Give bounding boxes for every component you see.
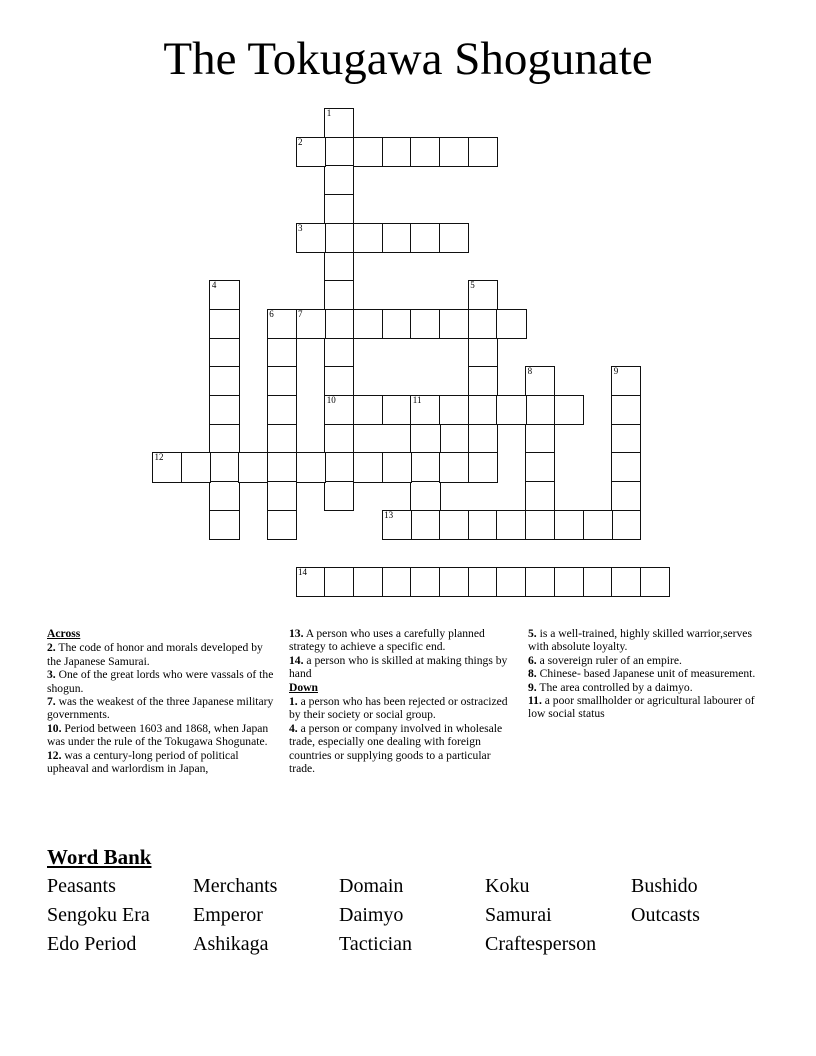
clue-item — [47, 641, 279, 668]
clue-item — [289, 722, 519, 776]
clue-item — [47, 668, 279, 695]
grid-cell[interactable] — [267, 366, 297, 396]
grid-cell[interactable] — [382, 309, 412, 339]
grid-cell[interactable] — [410, 567, 440, 597]
grid-cell[interactable] — [410, 137, 440, 167]
across-header: Across — [47, 627, 81, 640]
down-header: Down — [289, 680, 318, 694]
grid-cell[interactable] — [267, 481, 297, 511]
grid-cell[interactable] — [324, 395, 354, 425]
grid-cell[interactable] — [267, 395, 297, 425]
grid-cell[interactable] — [267, 338, 297, 368]
grid-cell[interactable] — [525, 481, 555, 511]
clue-text: a person or company involved in wholesale trade, especially one dealing with foreign countries or supplying goods to a particular trade. — [289, 721, 503, 776]
grid-cell[interactable] — [496, 567, 526, 597]
cell-number: 9 — [613, 366, 619, 377]
grid-cell[interactable] — [353, 223, 383, 253]
grid-cell[interactable] — [583, 567, 613, 597]
clue-text: a person who has been rejected or ostracized by their society or social group. — [289, 695, 508, 722]
grid-cell[interactable] — [611, 424, 641, 454]
grid-cell[interactable] — [439, 223, 469, 253]
word-bank-entry: Edo Period — [47, 933, 137, 955]
grid-cell[interactable] — [525, 567, 555, 597]
clue-text: is a well-trained, highly skilled warrior,serves with absolute loyalty. — [528, 627, 752, 654]
clue-text: was a century-long period of political upheaval and warlordism in Japan, — [47, 748, 239, 776]
grid-cell[interactable] — [296, 137, 326, 167]
grid-cell[interactable] — [382, 137, 412, 167]
grid-cell[interactable] — [324, 194, 354, 224]
grid-cell[interactable] — [296, 567, 326, 597]
grid-cell[interactable] — [296, 223, 326, 253]
grid-cell[interactable] — [209, 366, 239, 396]
grid-cell[interactable] — [554, 395, 584, 425]
grid-cell[interactable] — [296, 452, 326, 482]
grid-cell[interactable] — [324, 137, 354, 167]
clue-text: a person who is skilled at making things by hand — [289, 653, 508, 681]
word-bank-entry: Koku — [485, 875, 530, 897]
grid-cell[interactable] — [468, 338, 498, 368]
clue-item — [528, 667, 768, 680]
clue-item — [528, 627, 768, 654]
clue-text: was the weakest of the three Japanese military governments. — [47, 695, 274, 722]
grid-cell[interactable] — [410, 452, 440, 482]
clue-number: 8. — [528, 667, 537, 681]
word-bank — [47, 872, 777, 959]
word-bank-entry: Peasants — [47, 875, 116, 897]
clue-text: A person who uses a carefully planned strategy to achieve a specific end. — [289, 627, 485, 654]
grid-cell[interactable] — [267, 424, 297, 454]
clue-number: 3. — [47, 668, 56, 682]
clue-item — [289, 654, 519, 681]
grid-cell[interactable] — [209, 481, 239, 511]
clue-number: 1. — [289, 695, 298, 709]
grid-cell[interactable] — [324, 366, 354, 396]
grid-cell[interactable] — [382, 395, 412, 425]
grid-cell[interactable] — [410, 481, 440, 511]
grid-cell[interactable] — [611, 395, 641, 425]
clue-text: The code of honor and morals developed by the Japanese Samurai. — [47, 641, 263, 668]
grid-cell[interactable] — [468, 567, 498, 597]
grid-cell[interactable] — [324, 567, 354, 597]
grid-cell[interactable] — [554, 567, 584, 597]
grid-cell[interactable] — [382, 452, 412, 482]
clues-column-left — [47, 627, 279, 775]
clue-number: 11. — [528, 694, 542, 708]
grid-cell[interactable] — [324, 108, 354, 138]
grid-cell[interactable] — [554, 510, 584, 540]
word-bank-title: Word Bank — [47, 845, 152, 869]
grid-cell[interactable] — [525, 395, 555, 425]
grid-cell[interactable] — [611, 481, 641, 511]
grid-cell[interactable] — [468, 395, 498, 425]
cell-number: 3 — [298, 222, 303, 233]
grid-cell[interactable] — [468, 137, 498, 167]
cell-number: 8 — [527, 366, 533, 377]
clue-item — [528, 694, 768, 721]
clues-column-right — [528, 627, 768, 721]
grid-cell[interactable] — [353, 309, 383, 339]
grid-cell[interactable] — [439, 452, 469, 482]
grid-cell[interactable] — [439, 137, 469, 167]
grid-cell[interactable] — [525, 366, 555, 396]
word-bank-entry: Ashikaga — [193, 933, 269, 955]
grid-cell[interactable] — [410, 309, 440, 339]
clue-text: Chinese- based Japanese unit of measurement. — [536, 667, 756, 681]
word-bank-row — [47, 901, 777, 930]
grid-cell[interactable] — [410, 223, 440, 253]
clue-item — [47, 749, 279, 776]
word-bank-entry: Samurai — [485, 904, 552, 926]
grid-cell[interactable] — [267, 452, 297, 482]
grid-cell[interactable] — [324, 280, 354, 310]
grid-cell[interactable] — [439, 395, 469, 425]
grid-cell[interactable] — [324, 452, 354, 482]
grid-cell[interactable] — [611, 452, 641, 482]
grid-cell[interactable] — [468, 424, 498, 454]
grid-cell[interactable] — [296, 309, 326, 339]
grid-cell[interactable] — [209, 510, 239, 540]
word-bank-entry: Daimyo — [339, 904, 404, 926]
cell-number: 6 — [269, 308, 274, 319]
page-title: The Tokugawa Shogunate — [163, 33, 653, 85]
clue-number: 5. — [528, 627, 537, 640]
grid-cell[interactable] — [410, 424, 440, 454]
word-bank-entry: Sengoku Era — [47, 904, 150, 926]
grid-cell[interactable] — [324, 424, 354, 454]
cell-number: 5 — [470, 280, 475, 291]
grid-cell[interactable] — [525, 452, 555, 482]
clue-text: One of the great lords who were vassals of the shogun. — [47, 668, 274, 695]
clue-item — [47, 722, 279, 749]
grid-cell[interactable] — [496, 395, 526, 425]
grid-cell[interactable] — [353, 137, 383, 167]
grid-cell[interactable] — [468, 510, 498, 540]
clue-text: a sovereign ruler of an empire. — [536, 653, 682, 667]
clue-number: 10. — [47, 721, 62, 735]
grid-cell[interactable] — [324, 223, 354, 253]
grid-cell[interactable] — [209, 452, 239, 482]
clue-number: 2. — [47, 641, 56, 655]
cell-number: 10 — [326, 395, 336, 405]
grid-cell[interactable] — [640, 567, 670, 597]
grid-cell[interactable] — [468, 452, 498, 482]
grid-cell[interactable] — [209, 309, 239, 339]
grid-cell[interactable] — [583, 510, 613, 540]
grid-cell[interactable] — [439, 567, 469, 597]
cell-number: 13 — [384, 509, 394, 520]
grid-cell[interactable] — [209, 424, 239, 454]
grid-cell[interactable] — [209, 338, 239, 368]
grid-cell[interactable] — [496, 309, 526, 339]
grid-cell[interactable] — [324, 338, 354, 368]
word-bank-entry: Emperor — [193, 904, 263, 926]
grid-cell[interactable] — [410, 395, 440, 425]
word-bank-entry: Merchants — [193, 875, 278, 897]
grid-cell[interactable] — [410, 510, 440, 540]
cell-number: 7 — [298, 308, 303, 319]
word-bank-entry: Bushido — [631, 875, 698, 897]
word-bank-spacer — [631, 930, 777, 959]
cell-number: 2 — [298, 136, 303, 147]
grid-cell[interactable] — [152, 452, 182, 482]
grid-cell[interactable] — [209, 280, 239, 310]
clue-text: Period between 1603 and 1868, when Japan was under the rule of the Tokugawa Shogunate. — [47, 721, 269, 749]
clue-item — [528, 681, 768, 694]
clue-number: 14. — [289, 653, 304, 667]
cell-number: 1 — [326, 108, 332, 118]
word-bank-entry: Domain — [339, 875, 404, 897]
grid-cell[interactable] — [267, 309, 297, 339]
clue-number: 7. — [47, 695, 56, 709]
clue-number: 9. — [528, 680, 537, 694]
grid-cell[interactable] — [611, 567, 641, 597]
grid-cell[interactable] — [267, 510, 297, 540]
cell-number: 14 — [298, 567, 307, 578]
grid-cell[interactable] — [525, 510, 555, 540]
grid-cell[interactable] — [382, 223, 412, 253]
word-bank-entry: Tactician — [339, 933, 412, 955]
grid-cell[interactable] — [439, 309, 469, 339]
word-bank-entry: Craftesperson — [485, 933, 597, 955]
clues-column-middle — [289, 627, 519, 775]
clue-number: 13. — [289, 627, 304, 640]
clue-item — [47, 695, 279, 722]
grid-cell[interactable] — [611, 510, 641, 540]
grid-cell[interactable] — [238, 452, 268, 482]
grid-cell[interactable] — [468, 309, 498, 339]
clue-item — [289, 627, 519, 654]
cell-number: 12 — [154, 452, 164, 463]
grid-cell[interactable] — [382, 510, 412, 540]
grid-cell[interactable] — [324, 165, 354, 195]
grid-cell[interactable] — [496, 510, 526, 540]
word-bank-row — [47, 930, 777, 959]
clue-number: 4. — [289, 721, 298, 735]
clue-text: The area controlled by a daimyo. — [536, 680, 693, 694]
grid-cell[interactable] — [209, 395, 239, 425]
grid-cell[interactable] — [468, 280, 498, 310]
grid-cell[interactable] — [324, 252, 354, 282]
cell-number: 4 — [211, 280, 217, 291]
grid-cell[interactable] — [468, 366, 498, 396]
grid-cell[interactable] — [181, 452, 211, 482]
grid-cell[interactable] — [439, 510, 469, 540]
word-bank-row — [47, 872, 777, 901]
grid-cell[interactable] — [353, 567, 383, 597]
grid-cell[interactable] — [324, 309, 354, 339]
grid-cell[interactable] — [324, 481, 354, 511]
grid-cell[interactable] — [611, 366, 641, 396]
clue-number: 12. — [47, 748, 62, 762]
grid-cell[interactable] — [525, 424, 555, 454]
clue-number: 6. — [528, 653, 537, 667]
cell-number: 11 — [412, 395, 422, 405]
grid-cell[interactable] — [353, 395, 383, 425]
grid-cell[interactable] — [382, 567, 412, 597]
clue-item — [528, 654, 768, 667]
grid-cell[interactable] — [353, 452, 383, 482]
word-bank-entry: Outcasts — [631, 904, 700, 926]
clue-text: a poor smallholder or agricultural labourer of low social status — [528, 694, 755, 721]
clue-item — [289, 695, 519, 722]
